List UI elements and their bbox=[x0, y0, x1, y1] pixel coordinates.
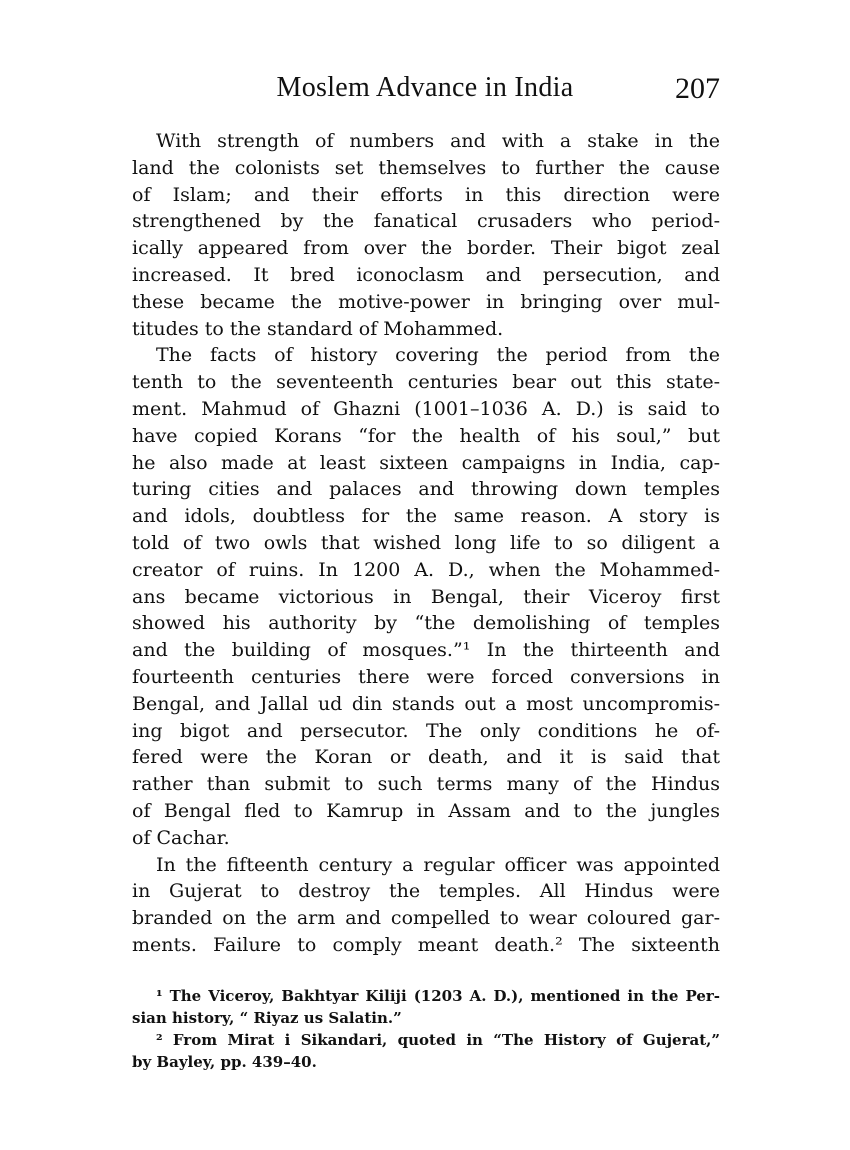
text-line: these became the motive-power in bringing over mul- bbox=[132, 290, 720, 313]
text-line: he also made at least sixteen campaigns in India, cap- bbox=[132, 451, 720, 474]
text-line: land the colonists set themselves to further the cause bbox=[132, 156, 720, 179]
text-line: have copied Korans “for the health of his soul,” but bbox=[132, 424, 720, 447]
text-line: of Islam; and their efforts in this direction were bbox=[132, 183, 720, 206]
text-line: showed his authority by “the demolishing of temples bbox=[132, 612, 720, 635]
footnote-2 bbox=[132, 1029, 720, 1073]
text-line: ically appeared from over the border. Their bigot zeal bbox=[132, 237, 720, 260]
text-line: increased. It bred iconoclasm and persecution, and bbox=[132, 263, 720, 286]
footnote-line: ¹ The Viceroy, Bakhtyar Kiliji (1203 A. D.), mentioned in the Per- bbox=[156, 987, 720, 1005]
footnotes bbox=[132, 985, 720, 1073]
text-line: in Gujerat to destroy the temples. All Hindus were bbox=[132, 880, 720, 903]
text-line: turing cities and palaces and throwing down temples bbox=[132, 478, 720, 501]
text-line: ment. Mahmud of Ghazni (1001–1036 A. D.) is said to bbox=[132, 397, 720, 420]
footnote-line: sian history, “ Riyaz us Salatin.” bbox=[132, 1009, 402, 1027]
text-line: branded on the arm and compelled to wear coloured gar- bbox=[132, 907, 720, 930]
footnote-line: ² From Mirat i Sikandari, quoted in “The History of Gujerat,” bbox=[156, 1031, 720, 1049]
text-line: fourteenth centuries there were forced conversions in bbox=[132, 665, 720, 688]
text-line: In the fifteenth century a regular officer was appointed bbox=[156, 853, 720, 876]
text-line: rather than submit to such terms many of the Hindus bbox=[132, 773, 720, 796]
text-line: titudes to the standard of Mohammed. bbox=[132, 317, 504, 340]
footnote-line: by Bayley, pp. 439–40. bbox=[132, 1053, 317, 1071]
text-line: of Bengal fled to Kamrup in Assam and to the jungles bbox=[132, 799, 720, 822]
footnote-1 bbox=[132, 985, 720, 1029]
text-line: and the building of mosques.”¹ In the thirteenth and bbox=[132, 639, 720, 662]
running-title: Moslem Advance in India bbox=[276, 72, 574, 103]
paragraph-1 bbox=[132, 128, 720, 342]
text-line: of Cachar. bbox=[132, 826, 230, 849]
paragraph-3 bbox=[132, 852, 720, 959]
text-line: tenth to the seventeenth centuries bear out this state- bbox=[132, 371, 720, 394]
page-number: 207 bbox=[675, 72, 720, 105]
text-line: fered were the Koran or death, and it is said that bbox=[132, 746, 720, 769]
text-line: ans became victorious in Bengal, their Viceroy first bbox=[132, 585, 720, 608]
text-line: told of two owls that wished long life to so diligent a bbox=[132, 531, 720, 554]
page-header bbox=[130, 72, 720, 112]
text-line: The facts of history covering the period from the bbox=[156, 344, 720, 367]
text-line: ing bigot and persecutor. The only conditions he of- bbox=[132, 719, 720, 742]
paragraph-2 bbox=[132, 342, 720, 851]
text-line: With strength of numbers and with a stake in the bbox=[156, 130, 720, 152]
text-line: Bengal, and Jallal ud din stands out a most uncompromis- bbox=[132, 692, 720, 715]
text-line: strengthened by the fanatical crusaders who period- bbox=[132, 210, 720, 233]
text-line: and idols, doubtless for the same reason. A story is bbox=[132, 505, 720, 528]
body-text bbox=[132, 128, 720, 959]
text-line: ments. Failure to comply meant death.² The sixteenth bbox=[132, 933, 720, 956]
text-line: creator of ruins. In 1200 A. D., when the Mohammed- bbox=[132, 558, 720, 581]
